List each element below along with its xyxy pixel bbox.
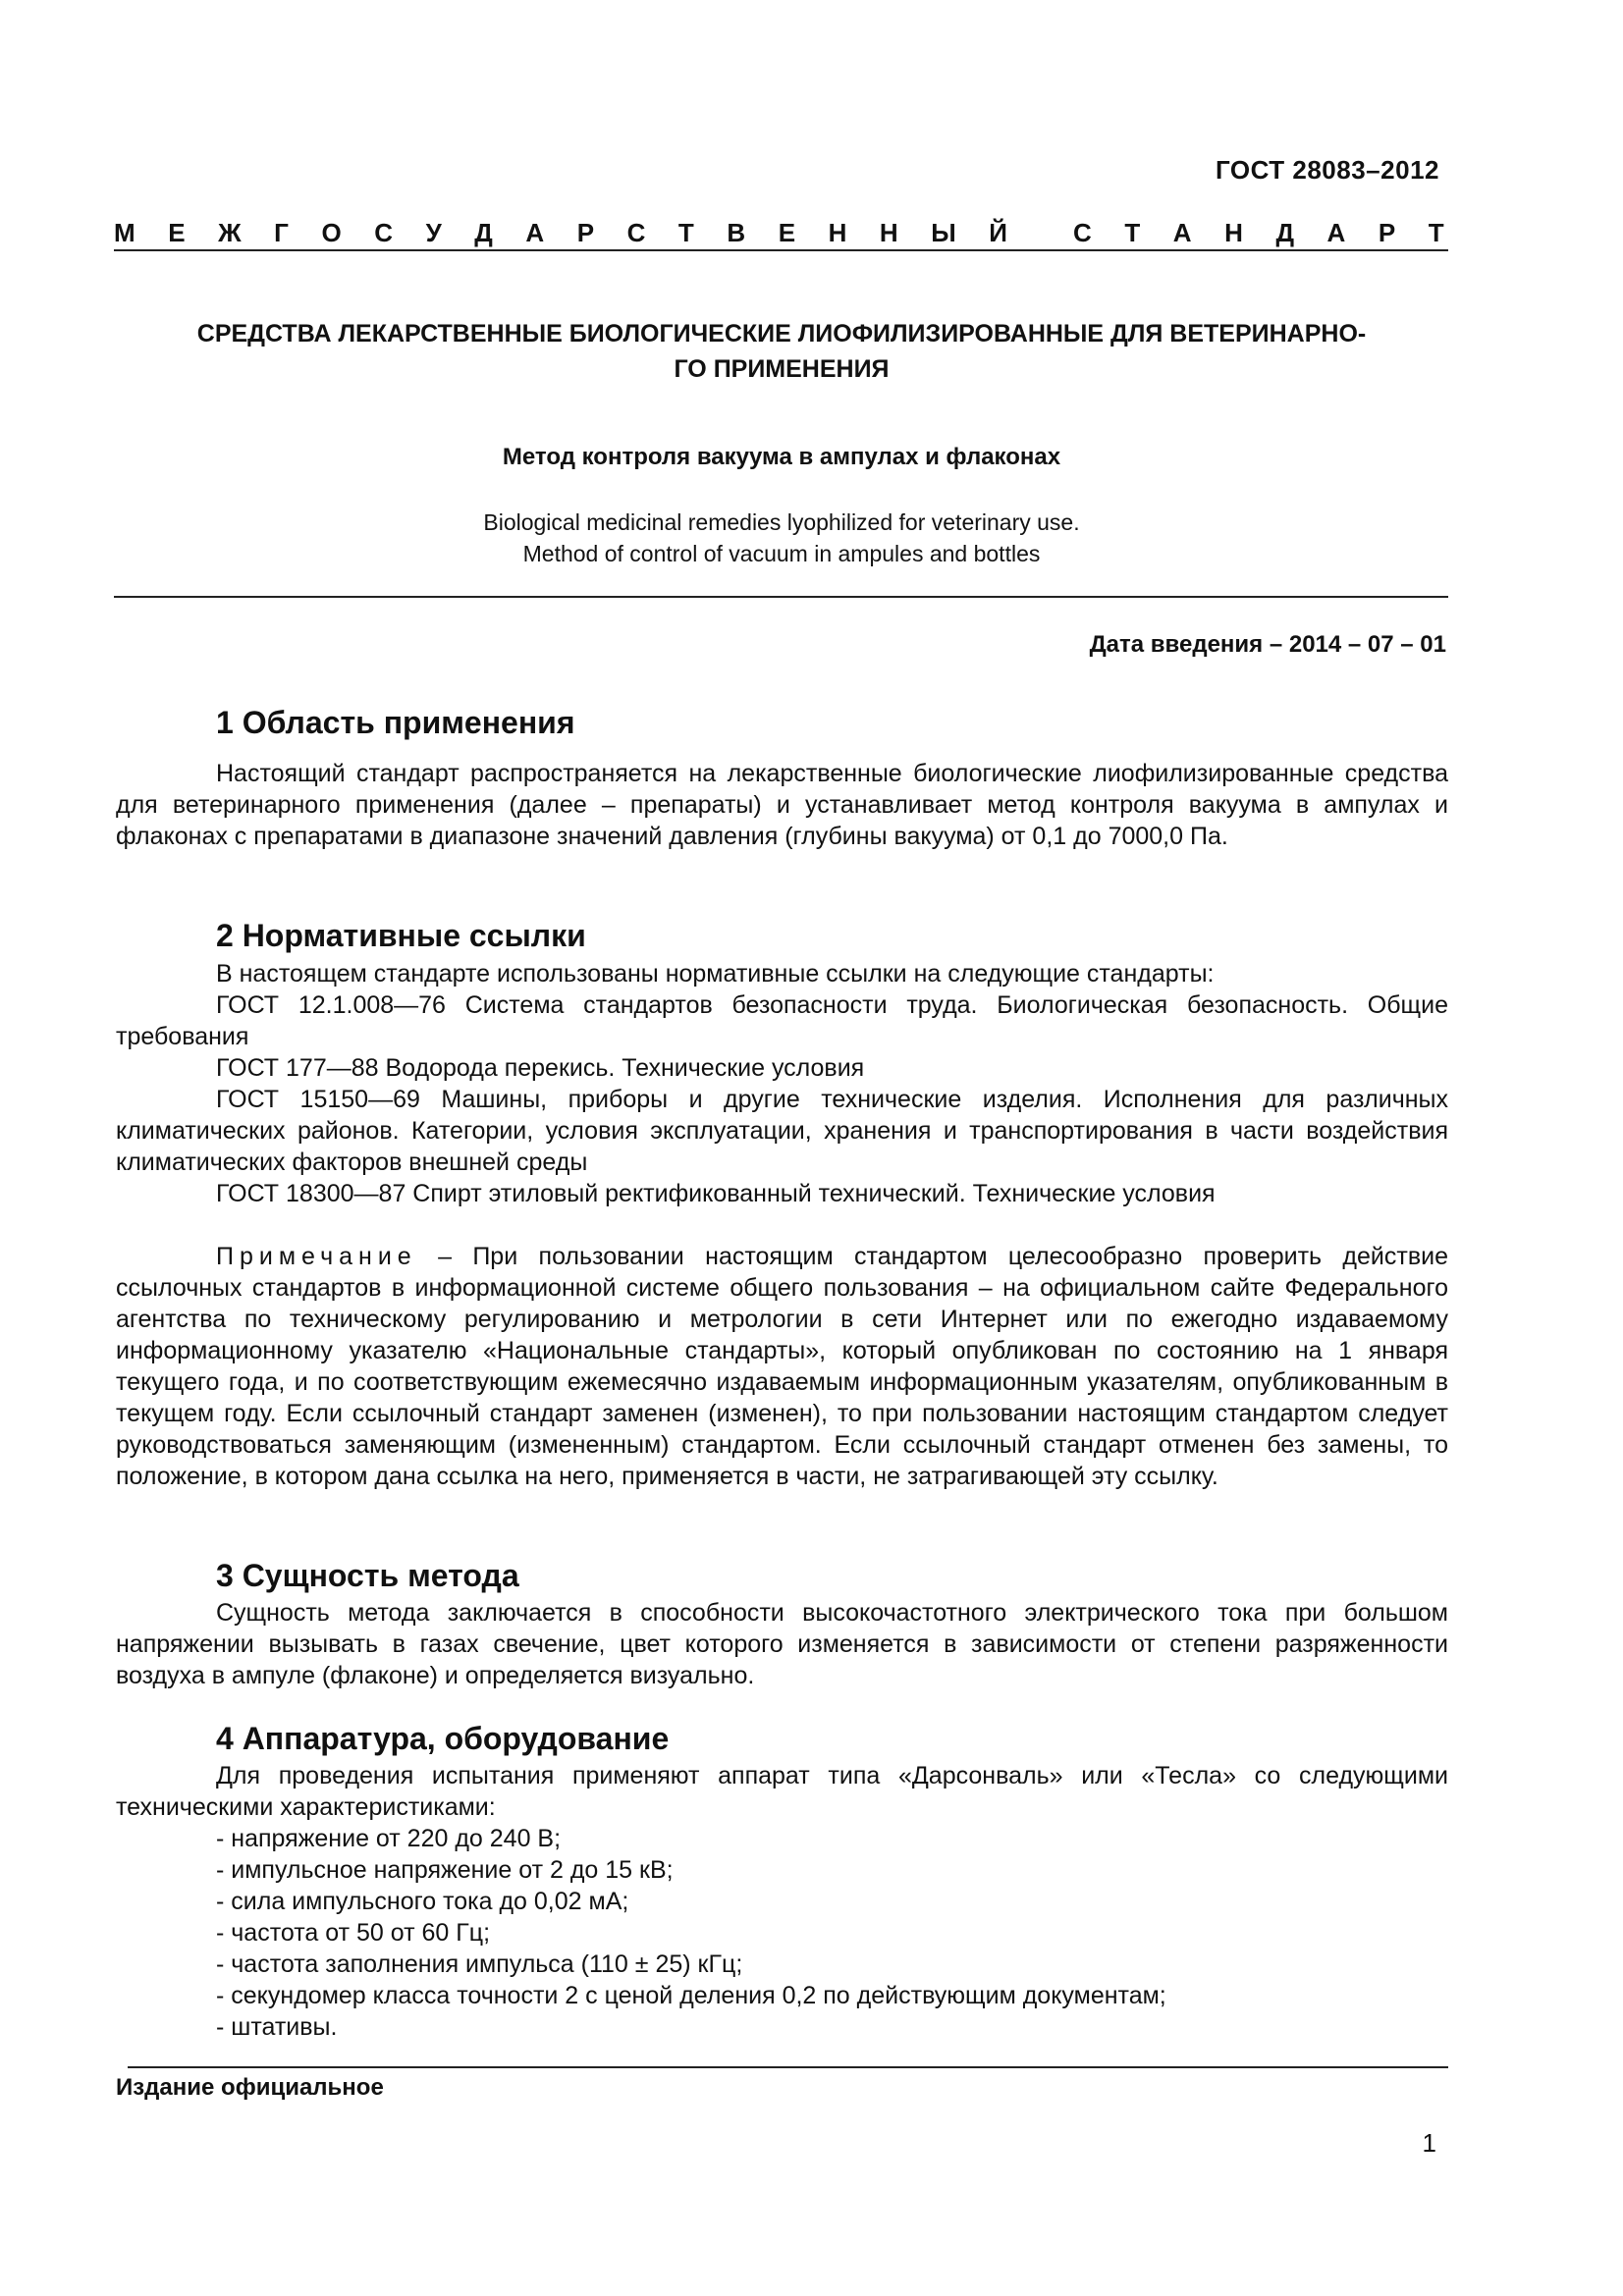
banner-letter: Ж (218, 218, 242, 247)
page-number: 1 (1422, 2128, 1436, 2158)
banner-letter: Г (274, 218, 289, 247)
document-title (114, 316, 1449, 387)
banner-letter: У (425, 218, 442, 247)
reference-item: ГОСТ 177—88 Водорода перекись. Технические условия (216, 1054, 865, 1082)
standard-type-banner (114, 218, 1444, 248)
section-heading: 3 Сущность метода (216, 1558, 519, 1593)
banner-letter: А (1172, 218, 1192, 247)
reference-text: ГОСТ 15150—69 Машины, приборы и другие технические изделия. Исполнения для различных климатических районов. Категории, условия эксплуатации, хранения и транспортирования в части воздействия климатических факторов внешней среды (116, 1086, 1448, 1176)
paragraph-text: Настоящий стандарт распространяется на лекарственные биологические лиофилизированные средства для ветеринарного применения (далее – препараты) и устанавливает метод контроля вакуума в ампулах и флаконах с препаратами в диапазоне значений давления (глубины вакуума) от 0,1 до 7000,0 Па. (116, 760, 1448, 850)
banner-letter: О (321, 218, 342, 247)
banner-letter: Е (778, 218, 796, 247)
paragraph-text: Сущность метода заключается в способности высокочастотного электрического тока при большом напряжении вызывать в газах свечение, цвет которого изменяется в зависимости от степени разряженности воздуха в ампуле (флаконе) и определяется визуально. (116, 1599, 1448, 1689)
document-number: ГОСТ 28083–2012 (1216, 155, 1439, 185)
equipment-list-item: - штативы. (216, 2013, 338, 2041)
banner-letter: Н (879, 218, 898, 247)
reference-item: ГОСТ 18300—87 Спирт этиловый ректификованный технический. Технические условия (216, 1180, 1216, 1207)
equipment-list-item: - напряжение от 220 до 240 В; (216, 1825, 562, 1852)
banner-letter: Р (1378, 218, 1396, 247)
footer-divider (128, 2066, 1448, 2068)
reference-item (116, 989, 1448, 1052)
title-line: ГО ПРИМЕНЕНИЯ (674, 355, 890, 383)
equipment-list-item: - секундомер класса точности 2 с ценой деления 0,2 по действующим документам; (216, 1982, 1166, 2009)
equipment-list-item: - импульсное напряжение от 2 до 15 кВ; (216, 1856, 674, 1884)
section-paragraph (116, 1597, 1448, 1691)
note-label: Примечание (216, 1243, 417, 1270)
banner-letter: С (1073, 218, 1092, 247)
note-text: – При пользовании настоящим стандартом целесообразно проверить действие ссылочных стандартов в информационной системе общего пользования – на официальном сайте Федерального агентства по техническому регулированию и метрологии в сети Интернет или по ежегодно издаваемому информационному указателю «Национальные стандарты», который опубликован по состоянию на 1 января текущего года, и по соответствующим ежемесячно издаваемым информационным указателям, опубликованным в текущем году. Если ссылочный стандарт заменен (изменен), то при пользовании настоящим стандартом следует руководствоваться заменяющим (измененным) стандартом. Если ссылочный стандарт отменен без замены, то положение, в котором дана ссылка на него, применяется в части, не затрагивающей эту ссылку. (116, 1243, 1448, 1490)
note-paragraph (116, 1241, 1448, 1492)
banner-letter: С (626, 218, 646, 247)
edition-label: Издание официальное (116, 2074, 384, 2101)
banner-letter: Д (1275, 218, 1294, 247)
banner-letter: Н (828, 218, 847, 247)
banner-letter: Н (1224, 218, 1243, 247)
equipment-list-item: - частота заполнения импульса (110 ± 25) кГц; (216, 1950, 743, 1978)
banner-letter: А (1326, 218, 1346, 247)
reference-text: ГОСТ 12.1.008—76 Система стандартов безопасности труда. Биологическая безопасность. Общие требования (116, 991, 1448, 1050)
banner-letter: Е (168, 218, 186, 247)
english-title-line: Biological medicinal remedies lyophilized for veterinary use. (483, 509, 1080, 535)
section-heading: 4 Аппаратура, оборудование (216, 1721, 670, 1756)
section-heading: 2 Нормативные ссылки (216, 918, 586, 953)
english-title (114, 507, 1449, 569)
english-title-line: Method of control of vacuum in ampules and bottles (522, 541, 1041, 566)
banner-letter: А (525, 218, 545, 247)
reference-item (116, 1084, 1448, 1178)
banner-letter: М (114, 218, 135, 247)
section-paragraph (116, 758, 1448, 852)
banner-letter: С (374, 218, 394, 247)
banner-letter: Р (576, 218, 595, 247)
banner-letter: Т (1428, 218, 1444, 247)
equipment-list-item: - сила импульсного тока до 0,02 мА; (216, 1888, 629, 1915)
introduction-date: Дата введения – 2014 – 07 – 01 (1089, 631, 1446, 658)
header-divider (114, 249, 1448, 251)
document-subtitle: Метод контроля вакуума в ампулах и флаконах (502, 444, 1061, 470)
banner-letter: Д (474, 218, 493, 247)
banner-letter: В (727, 218, 746, 247)
equipment-list-item: - частота от 50 от 60 Гц; (216, 1919, 491, 1947)
section-paragraph: В настоящем стандарте использованы нормативные ссылки на следующие стандарты: (216, 960, 1215, 988)
section-heading: 1 Область применения (216, 705, 575, 740)
paragraph-text: Для проведения испытания применяют аппарат типа «Дарсонваль» или «Тесла» со следующими техническими характеристиками: (116, 1762, 1448, 1821)
banner-letter: Т (677, 218, 694, 247)
banner-letter: Т (1124, 218, 1141, 247)
section-paragraph (116, 1760, 1448, 1823)
title-line: СРЕДСТВА ЛЕКАРСТВЕННЫЕ БИОЛОГИЧЕСКИЕ ЛИОФИЛИЗИРОВАННЫЕ ДЛЯ ВЕТЕРИНАРНО- (196, 320, 1367, 347)
title-divider (114, 596, 1448, 598)
banner-letter: Й (989, 218, 1007, 247)
banner-letter: Ы (931, 218, 956, 247)
